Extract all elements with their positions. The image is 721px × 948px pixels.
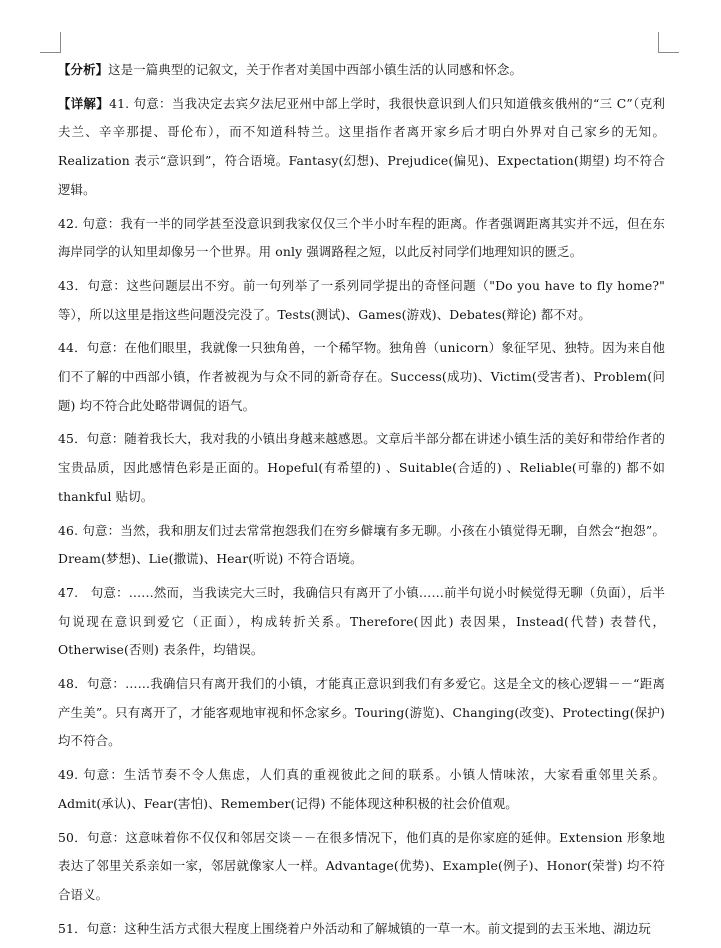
answer-item-46: 46. 句意：当然，我和朋友们过去常常抱怨我们在穷乡僻壤有多无聊。小孩在小镇觉得无聊，自然会“抱怨”。Dream(梦想)、Lie(撒谎)、Hear(听说) 不符合语境。 (58, 522, 665, 567)
answer-item-44: 44．句意：在他们眼里，我就像一只独角兽，一个稀罕物。独角兽（unicorn）象征罕见、独特。因为来自他们不了解的中西部小镇，作者被视为与众不同的新奇存在。Success(成功)、Victim(受害者)、Problem(问题) 均不符合此处略带调侃的语气。 (58, 340, 665, 413)
page-corner-mark-top-right (658, 32, 679, 53)
detail-label: 【详解】 (58, 95, 110, 111)
answer-item-42: 42. 句意：我有一半的同学甚至没意识到我家仅仅三个半小时车程的距离。作者强调距离其实并不远，但在东海岸同学的认知里却像另一个世界。用 only 强调路程之短，以此反衬同学们地理知识的匮乏。 (58, 215, 665, 260)
answer-item-43: 43．句意：这些问题层出不穷。前一句列举了一系列同学提出的奇怪问题（"Do you have to fly home?" 等），所以这里是指这些问题没完没了。Tests(测试)、Games(游戏)、Debates(辩论) 都不对。 (58, 277, 665, 322)
analysis-paragraph (58, 56, 665, 85)
analysis-label: 【分析】 (58, 62, 109, 77)
answer-item-49: 49. 句意：生活节奏不令人焦虑，人们真的重视彼此之间的联系。小镇人情味浓，大家看重邻里关系。Admit(承认)、Fear(害怕)、Remember(记得) 不能体现这种积极的社会价值观。 (58, 767, 665, 811)
detail-paragraph (58, 90, 665, 205)
detail-text: 41. 句意：当我决定去宾夕法尼亚州中部上学时，我很快意识到人们只知道俄亥俄州的“三 C”（克利夫兰、辛辛那提、哥伦布），而不知道科特兰。这里指作者离开家乡后才明白外界对自己家乡的无知。Realization 表示“意识到”，符合语境。Fantasy(幻想)、Prejudice(偏见)、Expectation(期望) 均不符合逻辑。 (58, 95, 665, 197)
answer-item-47: 47. 句意：……然而，当我读完大三时，我确信只有离开了小镇……前半句说小时候觉得无聊（负面），后半句说现在意识到爱它（正面），构成转折关系。Therefore(因此) 表因果，Instead(代替) 表替代，Otherwise(否则) 表条件，均错误。 (58, 584, 665, 658)
analysis-text: 这是一篇典型的记叙文，关于作者对美国中西部小镇生活的认同感和怀念。 (108, 62, 523, 77)
answer-item-48: 48．句意：……我确信只有离开我们的小镇，才能真正意识到我们有多爱它。这是全文的核心逻辑－－“距离产生美”。只有离开了，才能客观地审视和怀念家乡。Touring(游览)、Changing(改变)、Protecting(保护) 均不符合。 (58, 676, 665, 749)
page-corner-mark-top-left (40, 32, 61, 53)
answer-item-50: 50．句意：这意味着你不仅仅和邻居交谈－－在很多情况下，他们真的是你家庭的延伸。Extension 形象地表达了邻里关系亲如一家，邻居就像家人一样。Advantage(优势)、Example(例子)、Honor(荣誉) 均不符合语义。 (58, 829, 665, 902)
answer-item-45: 45．句意：随着我长大，我对我的小镇出身越来越感恩。文章后半部分都在讲述小镇生活的美好和带给作者的宝贵品质，因此感情色彩是正面的。Hopeful(有希望的) 、Suitable(合适的) 、Reliable(可靠的) 都不如 thankful 贴切。 (58, 431, 665, 504)
document-body (58, 56, 665, 948)
answer-item-51: 51．句意：这种生活方式很大程度上围绕着户外活动和了解城镇的一草一木。前文提到的去玉米地、湖边玩 (58, 920, 651, 936)
